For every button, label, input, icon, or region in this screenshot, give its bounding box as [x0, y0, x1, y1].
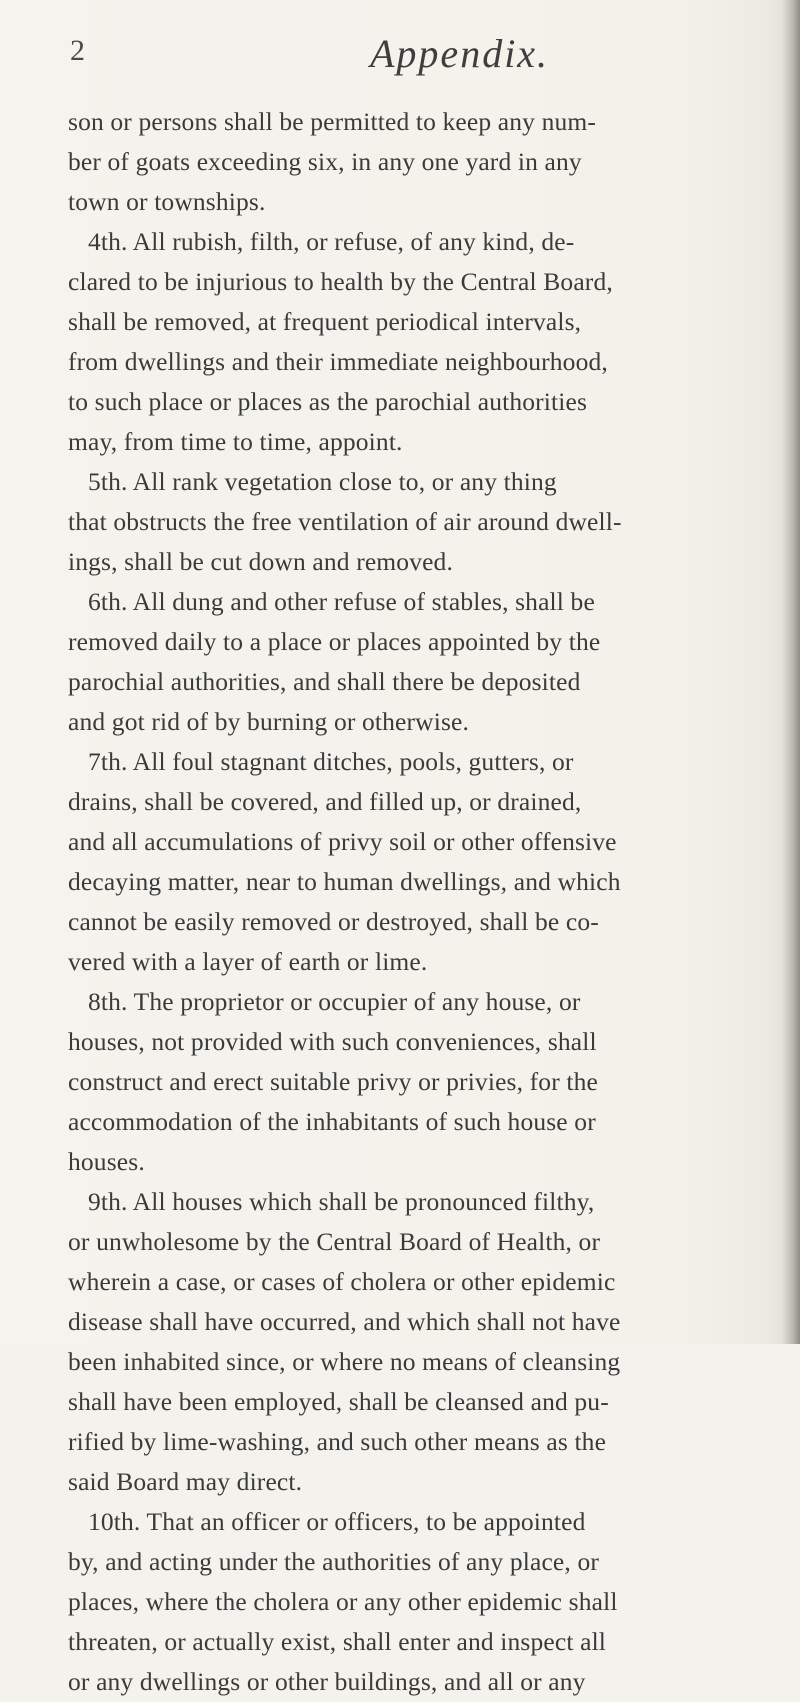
text-line: shall have been employed, shall be cleansed and pu- [68, 1387, 609, 1416]
text-line: threaten, or actually exist, shall enter and inspect all [68, 1627, 607, 1656]
text-line: drains, shall be covered, and filled up, or drained, [68, 787, 582, 816]
text-line: or any dwellings or other buildings, and all or any [68, 1667, 586, 1696]
text-line: cannot be easily removed or destroyed, shall be co- [68, 907, 599, 936]
text-line: and all accumulations of privy soil or other offensive [68, 827, 617, 856]
text-line: clared to be injurious to health by the Central Board, [68, 267, 613, 296]
text-line: places, where the cholera or any other epidemic shall [68, 1587, 618, 1616]
text-line: removed daily to a place or places appointed by the [68, 627, 601, 656]
text-line: that obstructs the free ventilation of air around dwell- [68, 507, 622, 536]
text-line: or unwholesome by the Central Board of Health, or [68, 1227, 601, 1256]
text-line: construct and erect suitable privy or privies, for the [68, 1067, 598, 1096]
text-line: wherein a case, or cases of cholera or other epidemic [68, 1267, 616, 1296]
body-text [68, 102, 768, 1702]
text-line: parochial authorities, and shall there be deposited [68, 667, 581, 696]
text-line: ings, shall be cut down and removed. [68, 547, 453, 576]
text-line: from dwellings and their immediate neighbourhood, [68, 347, 608, 376]
text-line: to such place or places as the parochial authorities [68, 387, 588, 416]
text-line: shall be removed, at frequent periodical intervals, [68, 307, 582, 336]
running-head: Appendix. [370, 31, 550, 76]
page-header [70, 31, 760, 84]
page-number: 2 [70, 34, 85, 67]
text-line: ber of goats exceeding six, in any one yard in any [68, 147, 582, 176]
text-line: 9th. All houses which shall be pronounced filthy, [88, 1187, 595, 1216]
text-line: son or persons shall be permitted to keep any num- [68, 107, 597, 136]
text-line: 10th. That an officer or officers, to be appointed [88, 1507, 586, 1536]
text-line: decaying matter, near to human dwellings, and which [68, 867, 621, 896]
text-line: 7th. All foul stagnant ditches, pools, gutters, or [88, 747, 574, 776]
text-line: houses. [68, 1147, 145, 1176]
text-line: accommodation of the inhabitants of such house or [68, 1107, 596, 1136]
page-edge-shadow [782, 0, 800, 1344]
text-line: rified by lime-washing, and such other means as the [68, 1427, 607, 1456]
text-line: 5th. All rank vegetation close to, or any thing [88, 467, 557, 496]
text-line: may, from time to time, appoint. [68, 427, 403, 456]
text-line: houses, not provided with such conveniences, shall [68, 1027, 597, 1056]
text-line: 8th. The proprietor or occupier of any house, or [88, 987, 581, 1016]
text-line: 4th. All rubish, filth, or refuse, of any kind, de- [88, 227, 575, 256]
text-line: 6th. All dung and other refuse of stables, shall be [88, 587, 595, 616]
text-line: said Board may direct. [68, 1467, 303, 1496]
text-line: by, and acting under the authorities of any place, or [68, 1547, 599, 1576]
text-line: been inhabited since, or where no means of cleansing [68, 1347, 621, 1376]
text-line: disease shall have occurred, and which shall not have [68, 1307, 621, 1336]
text-line: town or townships. [68, 187, 266, 216]
text-line: vered with a layer of earth or lime. [68, 947, 428, 976]
text-line: and got rid of by burning or otherwise. [68, 707, 470, 736]
